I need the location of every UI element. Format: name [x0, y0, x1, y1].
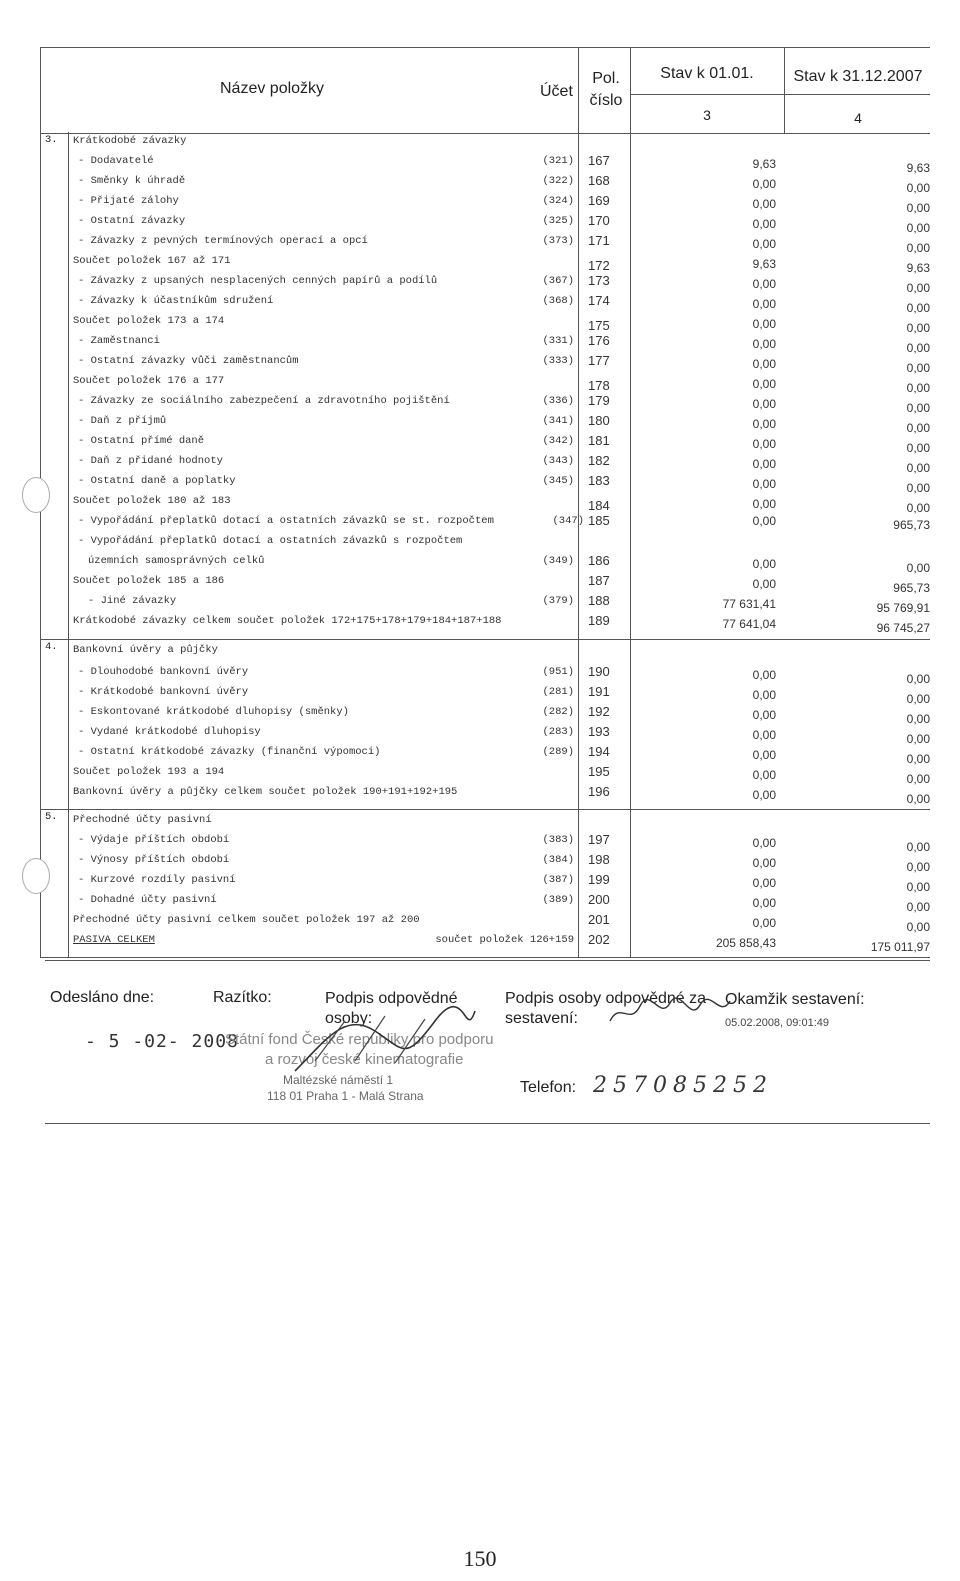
section-number: 3. — [45, 134, 58, 146]
row-pol: 192 — [588, 704, 610, 719]
row-value-end: 0,00 — [906, 692, 930, 706]
punch-hole — [22, 858, 50, 894]
row-account: (368) — [542, 295, 574, 307]
row-pol: 191 — [588, 684, 610, 699]
punch-hole — [22, 477, 50, 513]
table-row — [40, 212, 930, 235]
table-row — [40, 703, 930, 726]
phone-label: Telefon: — [520, 1079, 577, 1096]
row-pol: 198 — [588, 852, 610, 867]
header-pol-1: Pol. — [592, 70, 620, 87]
header-col4-title: Stav k 31.12.2007 — [793, 68, 923, 85]
header-col4-num: 4 — [854, 110, 862, 126]
row-pol: 187 — [588, 573, 610, 588]
row-value-start: 0,00 — [752, 297, 776, 311]
row-value-start: 0,00 — [752, 217, 776, 231]
row-pol: 185 — [588, 513, 610, 528]
row-value-start: 0,00 — [752, 916, 776, 930]
table-row — [40, 831, 930, 854]
row-label: - Závazky ze sociálního zabezpečení a zdravotního pojištění — [78, 395, 450, 407]
row-value-end: 0,00 — [906, 501, 930, 515]
table-row — [40, 352, 930, 375]
row-label: Krátkodobé závazky celkem součet položek 172+175+178+179+184+187+188 — [73, 615, 502, 627]
row-pol: 197 — [588, 832, 610, 847]
row-value-start: 0,00 — [752, 856, 776, 870]
table-row — [40, 392, 930, 415]
row-label: - Závazky k účastníkům sdružení — [78, 295, 274, 307]
row-value-end: 0,00 — [906, 712, 930, 726]
row-label: územních samosprávných celků — [88, 555, 265, 567]
row-account: (373) — [542, 235, 574, 247]
row-label: - Vypořádání přeplatků dotací a ostatních závazků se st. rozpočtem — [78, 515, 494, 527]
section-accruals — [40, 809, 930, 958]
row-value-end: 0,00 — [906, 181, 930, 195]
row-value-start: 0,00 — [752, 197, 776, 211]
row-account: (342) — [542, 435, 574, 447]
row-value-end: 0,00 — [906, 772, 930, 786]
row-value-end: 0,00 — [906, 840, 930, 854]
row-pol: 199 — [588, 872, 610, 887]
row-account: (281) — [542, 686, 574, 698]
table-row — [40, 871, 930, 894]
section-short-term-liabilities — [40, 132, 930, 640]
table-row — [40, 743, 930, 766]
stamp-line-2: a rozvoj české kinematografie — [265, 1051, 464, 1068]
row-pol: 173 — [588, 273, 610, 288]
table-row — [40, 452, 930, 475]
row-label: Součet položek 167 až 171 — [73, 255, 231, 267]
row-value-start: 0,00 — [752, 836, 776, 850]
sent-label: Odesláno dne: — [50, 989, 155, 1006]
row-pol: 167 — [588, 153, 610, 168]
row-value-end: 0,00 — [906, 301, 930, 315]
row-pol: 194 — [588, 744, 610, 759]
divider — [630, 94, 930, 95]
row-label: - Výdaje příštích období — [78, 834, 230, 846]
row-value-start: 0,00 — [752, 497, 776, 511]
row-label: Přechodné účty pasivní celkem součet položek 197 až 200 — [73, 914, 420, 926]
row-value-start: 205 858,43 — [715, 936, 776, 950]
table-row — [40, 931, 930, 954]
row-label: - Zaměstnanci — [78, 335, 160, 347]
row-value-end: 0,00 — [906, 201, 930, 215]
section-number: 4. — [45, 641, 58, 653]
row-value-start: 0,00 — [752, 876, 776, 890]
row-pol: 188 — [588, 593, 610, 608]
row-account: (383) — [542, 834, 574, 846]
row-value-start: 0,00 — [752, 688, 776, 702]
table-row — [40, 272, 930, 295]
row-value-start: 0,00 — [752, 377, 776, 391]
row-label: Krátkodobé závazky — [73, 135, 187, 147]
moment-value: 05.02.2008, 09:01:49 — [725, 1017, 829, 1029]
table-row — [40, 532, 930, 552]
stamp-line-3: Maltézské náměstí 1 — [283, 1073, 394, 1087]
table-row — [40, 472, 930, 495]
table-row — [40, 572, 930, 595]
row-label: - Vypořádání přeplatků dotací a ostatních závazků s rozpočtem — [78, 535, 463, 547]
divider — [40, 48, 41, 133]
table-row — [40, 663, 930, 686]
row-value-start: 0,00 — [752, 748, 776, 762]
table-row — [40, 412, 930, 435]
row-value-start: 0,00 — [752, 357, 776, 371]
row-account: (347) — [552, 515, 584, 527]
row-value-start: 0,00 — [752, 514, 776, 528]
table-row — [40, 312, 930, 335]
table-row — [40, 232, 930, 255]
table-row — [40, 172, 930, 195]
row-value-end: 0,00 — [906, 461, 930, 475]
row-value-start: 0,00 — [752, 177, 776, 191]
row-value-end: 0,00 — [906, 221, 930, 235]
row-pol: 180 — [588, 413, 610, 428]
row-account: (321) — [542, 155, 574, 167]
moment-label: Okamžik sestavení: — [725, 991, 865, 1008]
divider — [784, 48, 785, 133]
row-pol: 178 — [588, 378, 610, 393]
phone-value: 257085252 — [593, 1073, 773, 1098]
row-value-end: 0,00 — [906, 241, 930, 255]
row-account: (379) — [542, 595, 574, 607]
table-row — [40, 683, 930, 706]
row-value-start: 0,00 — [752, 417, 776, 431]
row-value-start: 0,00 — [752, 557, 776, 571]
table-row — [40, 192, 930, 215]
responsible-signature-icon — [285, 1001, 485, 1081]
row-label: - Vydané krátkodobé dluhopisy — [78, 726, 261, 738]
row-label: Bankovní úvěry a půjčky — [73, 644, 218, 656]
row-value-start: 0,00 — [752, 457, 776, 471]
table-row — [40, 372, 930, 395]
row-value-start: 0,00 — [752, 768, 776, 782]
row-value-end: 0,00 — [906, 672, 930, 686]
row-label: Součet položek 176 a 177 — [73, 375, 225, 387]
table-row — [40, 292, 930, 315]
header-name: Název položky — [220, 80, 325, 97]
row-account: (367) — [542, 275, 574, 287]
row-account: (384) — [542, 854, 574, 866]
row-value-end: 9,63 — [906, 161, 930, 175]
row-value-start: 77 631,41 — [722, 597, 776, 611]
row-value-end: 0,00 — [906, 441, 930, 455]
row-value-end: 9,63 — [906, 261, 930, 275]
responsible-signature-label: Podpis odpovědné osoby: — [325, 990, 458, 1027]
row-value-start: 0,00 — [752, 896, 776, 910]
row-account: (282) — [542, 706, 574, 718]
row-value-start: 0,00 — [752, 337, 776, 351]
row-value-start: 0,00 — [752, 397, 776, 411]
row-label: - Ostatní přímé daně — [78, 435, 205, 447]
row-label: - Ostatní závazky vůči zaměstnancům — [78, 355, 299, 367]
row-label: - Směnky k úhradě — [78, 175, 186, 187]
sent-date-stamp: - 5 -02- 2008 — [85, 1031, 239, 1052]
header-col3-num: 3 — [703, 107, 711, 123]
table-header — [40, 47, 930, 134]
row-value-end: 0,00 — [906, 561, 930, 575]
row-label: - Dohadné účty pasivní — [78, 894, 217, 906]
stamp-line-4: 118 01 Praha 1 - Malá Strana — [267, 1089, 424, 1103]
divider — [578, 48, 579, 133]
row-label: Přechodné účty pasivní — [73, 814, 212, 826]
table-row — [40, 552, 930, 575]
row-value-end: 0,00 — [906, 732, 930, 746]
row-account: (331) — [542, 335, 574, 347]
row-value-end: 0,00 — [906, 341, 930, 355]
table-row — [40, 432, 930, 455]
row-value-start: 77 641,04 — [722, 617, 776, 631]
row-label: - Daň z příjmů — [78, 415, 167, 427]
page-number: 150 — [463, 1546, 497, 1571]
table-row — [40, 723, 930, 746]
header-col3-title: Stav k 01.01. — [660, 65, 754, 82]
stamp-label: Razítko: — [213, 989, 272, 1006]
row-label: - Ostatní krátkodobé závazky (finanční výpomoci) — [78, 746, 381, 758]
row-value-end: 0,00 — [906, 900, 930, 914]
row-value-start: 0,00 — [752, 668, 776, 682]
header-pol-2: číslo — [589, 92, 623, 109]
row-pol: 169 — [588, 193, 610, 208]
row-label: Součet položek 185 a 186 — [73, 575, 225, 587]
row-value-start: 9,63 — [752, 157, 776, 171]
row-label: Součet položek 173 a 174 — [73, 315, 225, 327]
row-value-end: 0,00 — [906, 381, 930, 395]
row-label: - Výnosy příštích období — [78, 854, 230, 866]
row-label: - Dlouhodobé bankovní úvěry — [78, 666, 249, 678]
row-label: Součet položek 180 až 183 — [73, 495, 231, 507]
row-account: (325) — [542, 215, 574, 227]
row-pol: 176 — [588, 333, 610, 348]
row-label: - Kurzové rozdíly pasivní — [78, 874, 236, 886]
row-label: - Závazky z upsaných nesplacených cenných papírů a podílů — [78, 275, 438, 287]
row-account: (322) — [542, 175, 574, 187]
row-account: (387) — [542, 874, 574, 886]
row-pol: 181 — [588, 433, 610, 448]
row-value-start: 0,00 — [752, 477, 776, 491]
row-label: PASIVA CELKEM — [73, 934, 155, 946]
table-row — [40, 152, 930, 175]
row-value-end: 175 011,97 — [870, 940, 930, 954]
row-pol: 200 — [588, 892, 610, 907]
row-value-start: 0,00 — [752, 577, 776, 591]
row-account: (343) — [542, 455, 574, 467]
row-pol: 196 — [588, 784, 610, 799]
table-row — [40, 512, 930, 532]
row-value-end: 965,73 — [893, 581, 930, 595]
row-value-start: 0,00 — [752, 237, 776, 251]
row-account: (345) — [542, 475, 574, 487]
table-row — [40, 891, 930, 914]
row-label: - Závazky z pevných termínových operací a opcí — [78, 235, 368, 247]
row-value-start: 0,00 — [752, 708, 776, 722]
row-value-start: 0,00 — [752, 788, 776, 802]
row-label: - Krátkodobé bankovní úvěry — [78, 686, 249, 698]
row-value-end: 0,00 — [906, 281, 930, 295]
row-label: - Jiné závazky — [88, 595, 177, 607]
row-value-end: 0,00 — [906, 880, 930, 894]
row-pol: 177 — [588, 353, 610, 368]
row-value-end: 95 769,91 — [876, 601, 930, 615]
table-row — [40, 132, 930, 152]
row-pol: 193 — [588, 724, 610, 739]
row-value-start: 0,00 — [752, 317, 776, 331]
row-account: (336) — [542, 395, 574, 407]
row-pol: 172 — [588, 258, 610, 273]
compiled-signature-icon — [605, 991, 735, 1031]
compiled-signature-label: Podpis osoby odpovědné za sestavení: — [505, 990, 707, 1027]
row-value-end: 965,73 — [893, 518, 930, 532]
row-value-end: 0,00 — [906, 481, 930, 495]
row-value-end: 0,00 — [906, 421, 930, 435]
row-pol: 182 — [588, 453, 610, 468]
row-label: Součet položek 193 a 194 — [73, 766, 225, 778]
stamp-line-1: Státní fond České republiky pro podporu — [225, 1031, 494, 1048]
row-value-end: 0,00 — [906, 920, 930, 934]
row-account: (341) — [542, 415, 574, 427]
table-row — [40, 252, 930, 275]
row-pol: 195 — [588, 764, 610, 779]
row-label: - Přijaté zálohy — [78, 195, 179, 207]
row-pol: 189 — [588, 613, 610, 628]
row-account: (289) — [542, 746, 574, 758]
divider — [630, 48, 631, 133]
table-row — [40, 592, 930, 615]
row-value-end: 0,00 — [906, 321, 930, 335]
row-value-start: 0,00 — [752, 277, 776, 291]
row-value-end: 0,00 — [906, 860, 930, 874]
row-value-start: 0,00 — [752, 437, 776, 451]
row-pol: 171 — [588, 233, 610, 248]
row-pol: 179 — [588, 393, 610, 408]
row-label: - Dodavatelé — [78, 155, 154, 167]
table-row — [40, 641, 930, 661]
row-pol: 201 — [588, 912, 610, 927]
header-account: Účet — [540, 83, 573, 100]
row-label: - Ostatní daně a poplatky — [78, 475, 236, 487]
row-label: - Ostatní závazky — [78, 215, 186, 227]
signature-block — [45, 960, 930, 1124]
row-label: - Eskontované krátkodobé dluhopisy (směnky) — [78, 706, 349, 718]
table-row — [40, 763, 930, 786]
row-value-end: 96 745,27 — [876, 621, 930, 635]
row-value-end: 0,00 — [906, 792, 930, 806]
row-pol: 186 — [588, 553, 610, 568]
row-label: - Daň z přidané hodnoty — [78, 455, 223, 467]
row-pol: 184 — [588, 498, 610, 513]
table-row — [40, 911, 930, 934]
table-row — [40, 811, 930, 831]
row-pol: 190 — [588, 664, 610, 679]
row-pol: 183 — [588, 473, 610, 488]
row-pol: 175 — [588, 318, 610, 333]
row-value-start: 0,00 — [752, 728, 776, 742]
row-account: (324) — [542, 195, 574, 207]
row-account: (283) — [542, 726, 574, 738]
row-value-end: 0,00 — [906, 361, 930, 375]
row-pol: 168 — [588, 173, 610, 188]
row-account: (349) — [542, 555, 574, 567]
table-row — [40, 492, 930, 515]
section-number: 5. — [45, 811, 58, 823]
row-label: Bankovní úvěry a půjčky celkem součet položek 190+191+192+195 — [73, 786, 458, 798]
section-bank-loans — [40, 639, 930, 810]
row-value-end: 0,00 — [906, 752, 930, 766]
table-row — [40, 851, 930, 874]
table-row — [40, 783, 930, 806]
table-row — [40, 612, 930, 635]
row-account: (333) — [542, 355, 574, 367]
row-pol: 174 — [588, 293, 610, 308]
row-account: (951) — [542, 666, 574, 678]
table-row — [40, 332, 930, 355]
row-value-start: 9,63 — [752, 257, 776, 271]
row-pol: 170 — [588, 213, 610, 228]
row-account: (389) — [542, 894, 574, 906]
row-account: součet položek 126+159 — [435, 934, 574, 946]
row-pol: 202 — [588, 932, 610, 947]
row-value-end: 0,00 — [906, 401, 930, 415]
